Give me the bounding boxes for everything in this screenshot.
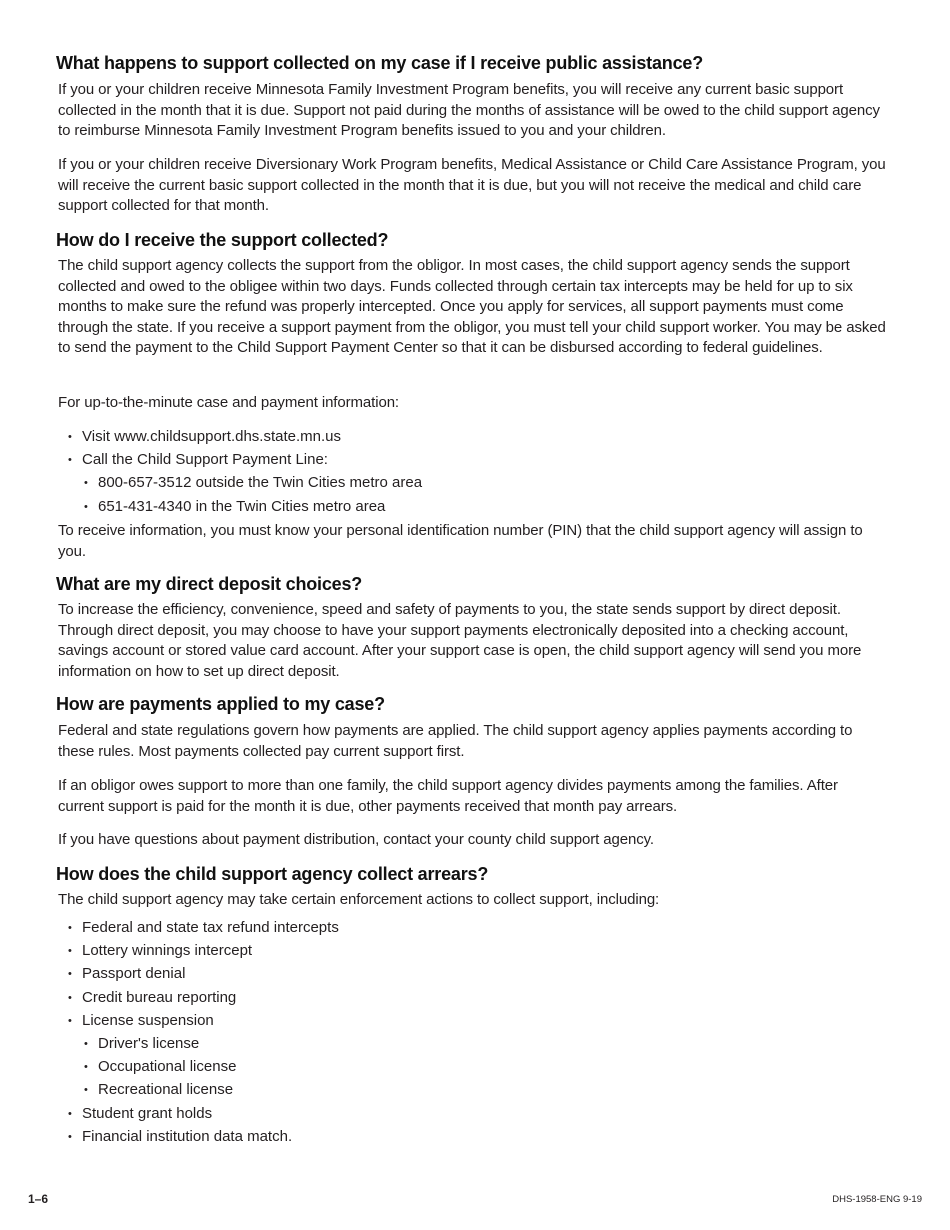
- paragraph: To receive information, you must know your personal identification number (PIN) that the child support agency will assign to you.: [58, 522, 863, 560]
- paragraph: Federal and state regulations govern how payments are applied. The child support agency applies payments according to these rules. Most payments collected pay current support first.: [58, 722, 853, 760]
- form-id: DHS-1958-ENG 9-19: [832, 1194, 922, 1205]
- list-item: • Lottery winnings intercept: [68, 941, 339, 964]
- paragraph: If you or your children receive Minnesota Family Investment Program benefits, you will receive any current basic support collected in the month that it is due. Support not paid during the months of assistance will be owed to the child support agency to reimburse Minnesota Family Investment Program benefits issued to you and your children.: [58, 81, 880, 139]
- list-item: • Recreational license: [68, 1080, 339, 1103]
- section-heading: What are my direct deposit choices?: [56, 574, 363, 594]
- section-heading: How do I receive the support collected?: [56, 230, 389, 250]
- paragraph: To increase the efficiency, convenience, speed and safety of payments to you, the state sends support by direct deposit. Through direct deposit, you may choose to have your support payments electronically deposited into a checking account, savings account or stored value card account. After your support case is open, the child support agency will send you more information on how to set up direct deposit.: [58, 601, 862, 680]
- list-item: • Credit bureau reporting: [68, 988, 339, 1011]
- list-item: • 651-431-4340 in the Twin Cities metro area: [68, 497, 422, 520]
- list-item: • Occupational license: [68, 1057, 339, 1080]
- paragraph: If you or your children receive Diversionary Work Program benefits, Medical Assistance or Child Care Assistance Program, you will receive the current basic support collected in the month that it is due, but you will not receive the medical and child care support collected for that month.: [58, 156, 886, 214]
- list-item: • Passport denial: [68, 964, 339, 987]
- section-heading: How are payments applied to my case?: [56, 694, 385, 714]
- list-item: • Driver's license: [68, 1034, 339, 1057]
- page-number: 1–6: [28, 1192, 49, 1206]
- list-item: • Financial institution data match.: [68, 1127, 339, 1150]
- list-item: • Call the Child Support Payment Line:: [68, 450, 422, 473]
- paragraph: If you have questions about payment distribution, contact your county child support agency.: [58, 831, 654, 848]
- enforcement-list: [68, 918, 339, 1150]
- list-item: • 800-657-3512 outside the Twin Cities metro area: [68, 473, 422, 496]
- section-heading: What happens to support collected on my case if I receive public assistance?: [56, 53, 703, 73]
- list-item: • License suspension: [68, 1011, 339, 1034]
- paragraph: For up-to-the-minute case and payment information:: [58, 394, 400, 411]
- paragraph: The child support agency collects the support from the obligor. In most cases, the child support agency sends the support collected and owed to the obligee within two days. Funds collected through certain tax intercepts may be held for up to six months to make sure the refund was properly intercepted. Once you apply for services, all support payments must come through the state. If you receive a support payment from the obligor, you must tell your child support worker. You may be asked to send the payment to the Child Support Payment Center so that it can be disbursed according to federal guidelines.: [58, 257, 886, 356]
- contact-list: [68, 427, 422, 520]
- paragraph: The child support agency may take certain enforcement actions to collect support, including:: [58, 891, 660, 908]
- section-heading: How does the child support agency collect arrears?: [56, 864, 489, 884]
- paragraph: If an obligor owes support to more than one family, the child support agency divides payments among the families. After current support is paid for the month it is due, other payments received that month pay arrears.: [58, 777, 838, 815]
- list-item: • Visit www.childsupport.dhs.state.mn.us: [68, 427, 422, 450]
- list-item: • Federal and state tax refund intercepts: [68, 918, 339, 941]
- list-item: • Student grant holds: [68, 1104, 339, 1127]
